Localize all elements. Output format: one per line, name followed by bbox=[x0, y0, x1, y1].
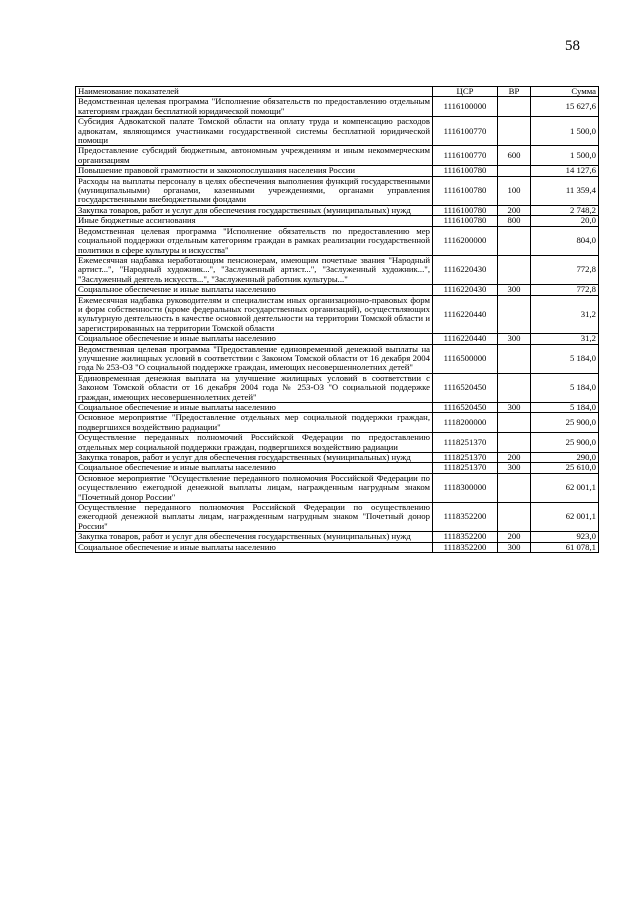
cell-csr: 1118200000 bbox=[433, 413, 498, 433]
cell-name: Предоставление субсидий бюджетным, автономным учреждениям и иным некоммерческим организациям bbox=[76, 146, 433, 166]
cell-csr: 1116100000 bbox=[433, 97, 498, 117]
header-sum: Сумма bbox=[531, 87, 599, 97]
cell-name: Социальное обеспечение и иные выплаты населению bbox=[76, 403, 433, 413]
cell-vr bbox=[498, 473, 531, 502]
cell-vr: 300 bbox=[498, 542, 531, 552]
cell-sum: 772,8 bbox=[531, 285, 599, 295]
table-row bbox=[76, 473, 599, 502]
cell-csr: 1116100770 bbox=[433, 117, 498, 146]
cell-vr: 300 bbox=[498, 285, 531, 295]
cell-csr: 1116220440 bbox=[433, 295, 498, 334]
table-row bbox=[76, 166, 599, 176]
cell-vr: 300 bbox=[498, 334, 531, 344]
table-row bbox=[76, 216, 599, 226]
cell-name: Закупка товаров, работ и услуг для обеспечения государственных (муниципальных) нужд bbox=[76, 205, 433, 215]
cell-vr: 100 bbox=[498, 176, 531, 205]
table-row bbox=[76, 255, 599, 284]
table-row bbox=[76, 146, 599, 166]
table-row bbox=[76, 542, 599, 552]
cell-sum: 25 610,0 bbox=[531, 463, 599, 473]
cell-csr: 1116100780 bbox=[433, 216, 498, 226]
table-row bbox=[76, 334, 599, 344]
cell-sum: 1 500,0 bbox=[531, 117, 599, 146]
cell-csr: 1118300000 bbox=[433, 473, 498, 502]
cell-sum: 15 627,6 bbox=[531, 97, 599, 117]
table-header-row bbox=[76, 87, 599, 97]
table-row bbox=[76, 226, 599, 255]
cell-name: Расходы на выплаты персоналу в целях обеспечения выполнения функций государственными (муниципальными) органами, казенными учреждениями, органами управления государственными внебюджетными фондами bbox=[76, 176, 433, 205]
cell-vr bbox=[498, 373, 531, 402]
cell-name: Ведомственная целевая программа "Исполнение обязательств по предоставлению мер социальной поддержки отдельным категориям граждан в рамках реализации государственной политики в сфере культуры и искусства" bbox=[76, 226, 433, 255]
table-row bbox=[76, 117, 599, 146]
table-row bbox=[76, 463, 599, 473]
cell-csr: 1116220430 bbox=[433, 255, 498, 284]
table-row bbox=[76, 373, 599, 402]
cell-csr: 1116200000 bbox=[433, 226, 498, 255]
cell-name: Социальное обеспечение и иные выплаты населению bbox=[76, 285, 433, 295]
table-row bbox=[76, 433, 599, 453]
budget-table bbox=[75, 86, 599, 553]
cell-vr: 300 bbox=[498, 463, 531, 473]
cell-name: Иные бюджетные ассигнования bbox=[76, 216, 433, 226]
cell-name: Социальное обеспечение и иные выплаты населению bbox=[76, 334, 433, 344]
cell-sum: 31,2 bbox=[531, 334, 599, 344]
cell-sum: 5 184,0 bbox=[531, 344, 599, 373]
cell-csr: 1116220440 bbox=[433, 334, 498, 344]
cell-vr: 200 bbox=[498, 205, 531, 215]
cell-sum: 804,0 bbox=[531, 226, 599, 255]
cell-vr bbox=[498, 413, 531, 433]
cell-name: Ежемесячная надбавка неработающим пенсионерам, имеющим почетные звания "Народный артист...", "Народный художник...", "Заслуженный артист...", "Заслуженный художник...", "Заслуженный деятель искусств...", "Заслуженный работник культуры..." bbox=[76, 255, 433, 284]
cell-vr: 300 bbox=[498, 403, 531, 413]
cell-csr: 1116520450 bbox=[433, 373, 498, 402]
cell-csr: 1116220430 bbox=[433, 285, 498, 295]
cell-name: Субсидия Адвокатской палате Томской области на оплату труда и компенсацию расходов адвокатам, являющимся участниками государственной системы бесплатной юридической помощи bbox=[76, 117, 433, 146]
cell-csr: 1116100780 bbox=[433, 166, 498, 176]
header-name: Наименование показателей bbox=[76, 87, 433, 97]
header-csr: ЦСР bbox=[433, 87, 498, 97]
cell-vr bbox=[498, 255, 531, 284]
cell-name: Закупка товаров, работ и услуг для обеспечения государственных (муниципальных) нужд bbox=[76, 453, 433, 463]
cell-csr: 1116500000 bbox=[433, 344, 498, 373]
cell-csr: 1118352200 bbox=[433, 542, 498, 552]
cell-name: Ежемесячная надбавка руководителям и специалистам иных организационно-правовых форм и форм собственности (кроме федеральных государственных организаций), осуществляющих культурную деятельность в качестве основной деятельности на территории Томской области и зарегистрированных на территории Томской области bbox=[76, 295, 433, 334]
header-vr: ВР bbox=[498, 87, 531, 97]
cell-sum: 1 500,0 bbox=[531, 146, 599, 166]
cell-csr: 1116520450 bbox=[433, 403, 498, 413]
cell-csr: 1116100780 bbox=[433, 205, 498, 215]
cell-name: Единовременная денежная выплата на улучшение жилищных условий в соответствии с Законом Томской области от 16 декабря 2004 года № 253-ОЗ "О социальной поддержке граждан, имеющих несовершеннолетних детей" bbox=[76, 373, 433, 402]
table-row bbox=[76, 503, 599, 532]
cell-name: Повышение правовой грамотности и законопослушания населения России bbox=[76, 166, 433, 176]
cell-sum: 5 184,0 bbox=[531, 403, 599, 413]
cell-vr bbox=[498, 166, 531, 176]
cell-vr bbox=[498, 117, 531, 146]
cell-sum: 5 184,0 bbox=[531, 373, 599, 402]
cell-csr: 1118352200 bbox=[433, 532, 498, 542]
table-row bbox=[76, 413, 599, 433]
cell-vr bbox=[498, 226, 531, 255]
cell-name: Социальное обеспечение и иные выплаты населению bbox=[76, 542, 433, 552]
cell-vr bbox=[498, 433, 531, 453]
cell-csr: 1118352200 bbox=[433, 503, 498, 532]
cell-csr: 1118251370 bbox=[433, 463, 498, 473]
cell-name: Основное мероприятие "Предоставление отдельных мер социальной поддержки граждан, подвергшихся воздействию радиации" bbox=[76, 413, 433, 433]
cell-name: Осуществление переданных полномочий Российской Федерации по предоставлению отдельных мер социальной поддержки граждан, подвергшихся воздействию радиации bbox=[76, 433, 433, 453]
cell-sum: 290,0 bbox=[531, 453, 599, 463]
table-row bbox=[76, 205, 599, 215]
table-row bbox=[76, 532, 599, 542]
cell-vr: 800 bbox=[498, 216, 531, 226]
cell-name: Ведомственная целевая программа "Исполнение обязательств по предоставлению отдельным категориям граждан бесплатной юридической помощи" bbox=[76, 97, 433, 117]
page-number: 58 bbox=[565, 38, 580, 54]
table-row bbox=[76, 344, 599, 373]
cell-sum: 11 359,4 bbox=[531, 176, 599, 205]
cell-sum: 25 900,0 bbox=[531, 413, 599, 433]
cell-sum: 772,8 bbox=[531, 255, 599, 284]
cell-vr bbox=[498, 503, 531, 532]
cell-sum: 20,0 bbox=[531, 216, 599, 226]
cell-sum: 62 001,1 bbox=[531, 473, 599, 502]
cell-sum: 14 127,6 bbox=[531, 166, 599, 176]
cell-sum: 31,2 bbox=[531, 295, 599, 334]
cell-vr bbox=[498, 97, 531, 117]
cell-sum: 62 001,1 bbox=[531, 503, 599, 532]
table-row bbox=[76, 97, 599, 117]
cell-sum: 2 748,2 bbox=[531, 205, 599, 215]
cell-name: Закупка товаров, работ и услуг для обеспечения государственных (муниципальных) нужд bbox=[76, 532, 433, 542]
cell-name: Ведомственная целевая программа "Предоставление единовременной денежной выплаты на улучшение жилищных условий в соответствии с Законом Томской области от 16 декабря 2004 года № 253-ОЗ "О социальной поддержке граждан, имеющих несовершеннолетних детей" bbox=[76, 344, 433, 373]
cell-csr: 1118251370 bbox=[433, 433, 498, 453]
table-row bbox=[76, 403, 599, 413]
cell-sum: 923,0 bbox=[531, 532, 599, 542]
cell-csr: 1118251370 bbox=[433, 453, 498, 463]
cell-vr: 200 bbox=[498, 532, 531, 542]
cell-name: Осуществление переданного полномочия Российской Федерации по осуществлению ежегодной денежной выплаты лицам, награжденным нагрудным знаком "Почетный донор России" bbox=[76, 503, 433, 532]
table-row bbox=[76, 176, 599, 205]
cell-csr: 1116100780 bbox=[433, 176, 498, 205]
cell-vr: 600 bbox=[498, 146, 531, 166]
cell-vr: 200 bbox=[498, 453, 531, 463]
table-row bbox=[76, 295, 599, 334]
cell-sum: 25 900,0 bbox=[531, 433, 599, 453]
cell-vr bbox=[498, 295, 531, 334]
cell-name: Социальное обеспечение и иные выплаты населению bbox=[76, 463, 433, 473]
table-row bbox=[76, 285, 599, 295]
cell-vr bbox=[498, 344, 531, 373]
cell-sum: 61 078,1 bbox=[531, 542, 599, 552]
cell-csr: 1116100770 bbox=[433, 146, 498, 166]
table-body bbox=[76, 97, 599, 553]
table-row bbox=[76, 453, 599, 463]
cell-name: Основное мероприятие "Осуществление переданного полномочия Российской Федерации по осуществлению ежегодной денежной выплаты лицам, награжденным нагрудным знаком "Почетный донор России" bbox=[76, 473, 433, 502]
